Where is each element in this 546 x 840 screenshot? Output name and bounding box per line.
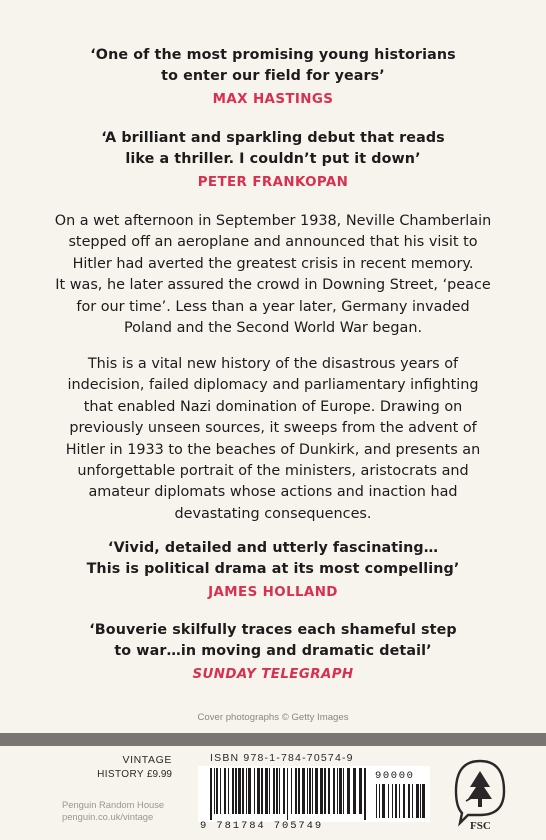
imprint-name: VINTAGE — [122, 754, 172, 766]
barcode-bar — [228, 768, 229, 814]
review-quote-1 — [0, 45, 546, 110]
blurb-line: This is a vital new history of the disastrous years of — [87, 356, 459, 372]
barcode-bar — [379, 784, 380, 818]
barcode-bar — [333, 768, 335, 814]
quote-line: ‘A brilliant and sparkling debut that reads — [101, 130, 445, 146]
barcode-bar — [359, 768, 362, 814]
barcode-bar — [382, 784, 385, 818]
review-quote-4 — [0, 620, 546, 685]
barcode-bar — [347, 768, 350, 814]
blurb-line: stepped off an aeroplane and announced that his visit to — [68, 234, 478, 251]
barcode-bar — [420, 784, 421, 818]
barcode-addon-number: 90000 — [375, 770, 415, 782]
blurb-line: devastating consequences. — [174, 505, 372, 522]
barcode-bar — [343, 768, 344, 814]
barcode-bar — [302, 768, 305, 814]
barcode-bar — [273, 768, 275, 814]
barcode-bar — [287, 768, 288, 820]
barcode-bar — [309, 768, 311, 814]
price-label: £9.99 — [146, 769, 172, 780]
blurb-line: It was, he later assured the crowd in Downing Street, ‘peace — [55, 277, 491, 294]
barcode-bar — [265, 768, 268, 814]
barcode-bar — [408, 784, 410, 818]
photo-credit: Cover photographs © Getty Images — [197, 712, 349, 723]
fsc-logo-icon — [448, 755, 512, 831]
divider-band — [0, 733, 546, 746]
blurb-line: Hitler in 1933 to the beaches of Dunkirk, and presents an — [65, 441, 481, 458]
quote-line: to war…in moving and dramatic detail’ — [114, 643, 432, 659]
barcode-bar — [214, 768, 215, 814]
blurb-line: previously unseen sources, it sweeps from the advent of — [69, 420, 477, 437]
barcode-number: 9 781784 705749 — [200, 820, 324, 832]
barcode-bar — [276, 768, 278, 814]
barcode-bar — [216, 768, 218, 814]
blurb-line: for our time’. Less than a year later, Germany invaded — [76, 298, 470, 315]
barcode-bar — [224, 768, 226, 814]
barcode-bar — [279, 768, 280, 814]
publisher-url: penguin.co.uk/vintage — [62, 811, 154, 822]
blurb-paragraph-2 — [0, 354, 546, 525]
barcode-bar — [291, 768, 292, 814]
barcode-bar — [388, 784, 389, 818]
barcode-bar — [307, 768, 308, 814]
barcode-bar — [232, 768, 234, 814]
barcode-bar — [298, 768, 300, 814]
quote-attribution: JAMES HOLLAND — [208, 585, 338, 600]
barcode-bar — [399, 784, 400, 818]
fsc-label: FSC — [470, 820, 491, 831]
blurb-line: Hitler had averted the greatest crisis in recent memory. — [72, 255, 474, 272]
barcode-bar — [337, 768, 338, 814]
quote-attribution: PETER FRANKOPAN — [197, 175, 349, 190]
imprint-block — [0, 754, 200, 840]
barcode-bar — [403, 784, 405, 818]
barcode-bar — [324, 768, 326, 814]
barcode-bar — [339, 768, 342, 814]
barcode-bar — [320, 768, 323, 814]
blurb-paragraph-1 — [0, 211, 546, 339]
barcode-bar — [364, 768, 366, 820]
barcode-bar — [315, 768, 318, 814]
barcode-bar — [254, 768, 255, 814]
barcode-bar — [261, 768, 263, 814]
quote-line: ‘One of the most promising young historians — [90, 47, 456, 63]
barcode-bar — [328, 768, 330, 814]
barcode-bar — [392, 784, 393, 818]
barcode-bar — [242, 768, 244, 814]
publisher-name: Penguin Random House — [62, 799, 165, 810]
quote-line: This is political drama at its most compelling’ — [86, 561, 460, 577]
barcode-bar — [235, 768, 237, 814]
barcode-bar — [353, 768, 356, 814]
blurb-line: amateur diplomats whose actions and inaction had — [88, 484, 458, 501]
barcode-bar — [416, 784, 419, 818]
barcode-bar — [422, 784, 425, 818]
barcode-bar — [295, 768, 297, 814]
barcode-bar — [376, 784, 377, 818]
isbn-label: ISBN 978-1-784-70574-9 — [210, 752, 354, 764]
barcode-bar — [269, 768, 270, 814]
barcode-bar — [283, 768, 285, 814]
quote-attribution: SUNDAY TELEGRAPH — [192, 667, 354, 682]
quote-line: to enter our field for years’ — [161, 68, 385, 84]
review-quote-3 — [0, 538, 546, 603]
barcode-bar — [257, 768, 260, 814]
barcode-bar — [220, 768, 221, 814]
barcode-bar — [312, 768, 313, 814]
blurb-line: Poland and the Second World War began. — [123, 320, 423, 337]
quote-line: like a thriller. I couldn’t put it down’ — [125, 151, 421, 167]
barcode-bar — [395, 784, 397, 818]
blurb-line: indecision, failed diplomacy and parliamentary infighting — [67, 377, 479, 394]
quote-line: ‘Bouverie skilfully traces each shameful step — [89, 622, 457, 638]
blurb-line: that enabled Nazi domination of Europe. Drawing on — [83, 398, 463, 415]
barcode-bar — [412, 784, 413, 818]
barcode-bar — [248, 768, 251, 814]
blurb-line: On a wet afternoon in September 1938, Neville Chamberlain — [54, 213, 492, 229]
blurb-line: unforgettable portrait of the ministers, aristocrats and — [77, 463, 469, 480]
quote-line: ‘Vivid, detailed and utterly fascinating… — [107, 540, 439, 556]
barcode-bar — [246, 768, 247, 814]
category-label: HISTORY — [97, 769, 144, 780]
barcode-bar — [238, 768, 241, 814]
barcode-bar — [210, 768, 212, 820]
quote-attribution: MAX HASTINGS — [212, 92, 334, 107]
review-quote-2 — [0, 128, 546, 193]
